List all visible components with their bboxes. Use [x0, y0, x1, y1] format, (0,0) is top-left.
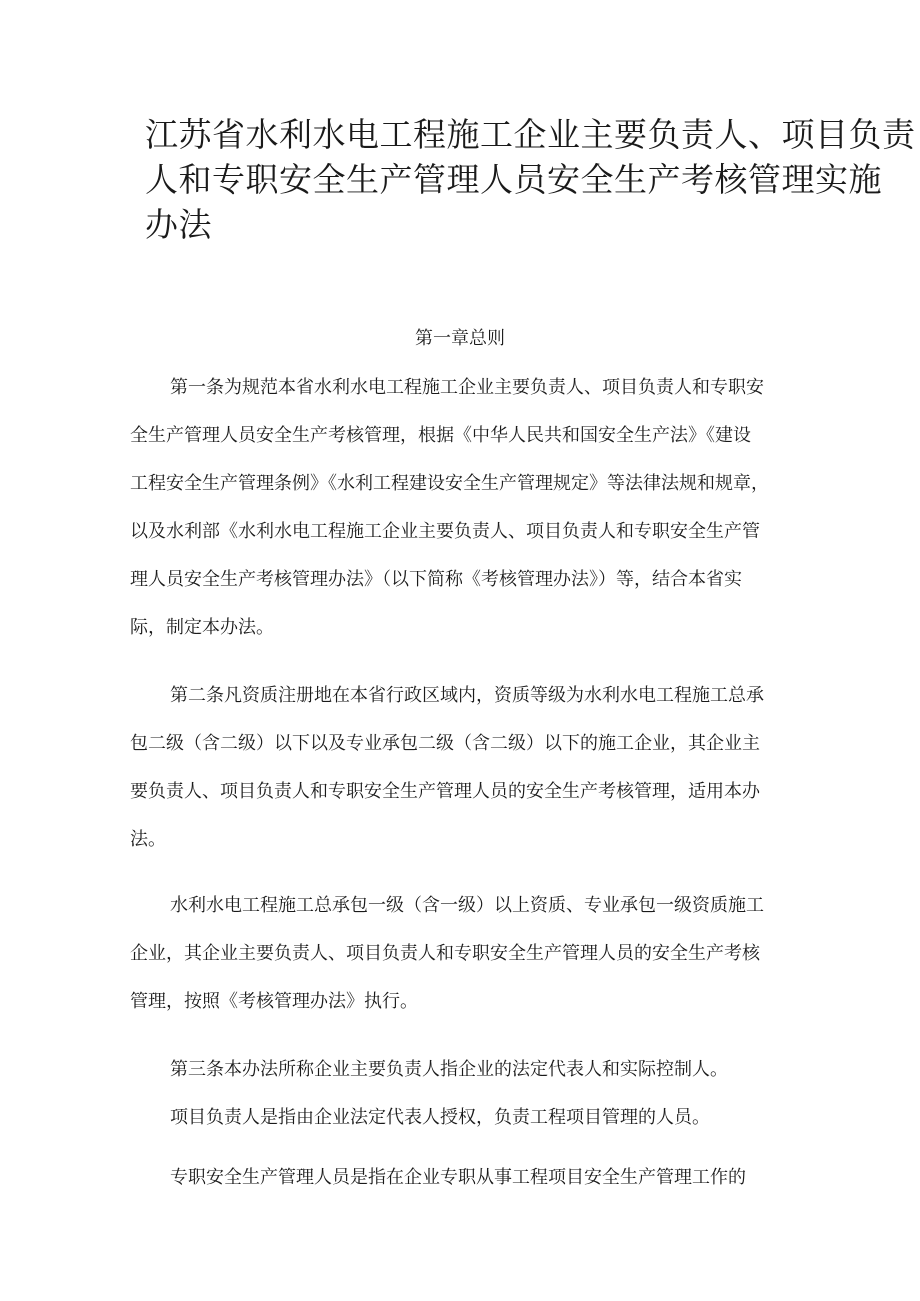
- text-line: 际，制定本办法。: [130, 617, 274, 638]
- article-3-paragraph: [130, 1046, 790, 1094]
- text-line: 第三条本办法所称企业主要负责人指企业的法定代表人和实际控制人。: [170, 1059, 728, 1080]
- article-2-supplement-paragraph: [130, 882, 790, 1026]
- text-line: 第二条凡资质注册地在本省行政区域内，资质等级为水利水电工程施工总承: [170, 685, 764, 706]
- title-line: 江苏省水利水电工程施工企业主要负责人、项目负责: [145, 115, 916, 154]
- text-line: 企业，其企业主要负责人、项目负责人和专职安全生产管理人员的安全生产考核: [130, 943, 760, 964]
- text-line: 管理，按照《考核管理办法》执行。: [130, 991, 418, 1012]
- text-line: 全生产管理人员安全生产考核管理，根据《中华人民共和国安全生产法》《建设: [130, 425, 751, 446]
- text-line: 包二级（含二级）以下以及专业承包二级（含二级）以下的施工企业，其企业主: [130, 733, 760, 754]
- text-line: 项目负责人是指由企业法定代表人授权，负责工程项目管理的人员。: [170, 1107, 710, 1128]
- project-leader-definition: [130, 1094, 790, 1142]
- chapter-heading: 第一章总则: [415, 328, 505, 349]
- text-line: 理人员安全生产考核管理办法》（以下简称《考核管理办法》）等，结合本省实: [130, 569, 742, 590]
- text-line: 以及水利部《水利水电工程施工企业主要负责人、项目负责人和专职安全生产管: [130, 521, 760, 542]
- title-line: 办法: [145, 205, 212, 244]
- text-line: 要负责人、项目负责人和专职安全生产管理人员的安全生产考核管理，适用本办: [130, 781, 760, 802]
- safety-manager-definition: [130, 1154, 790, 1202]
- text-line: 专职安全生产管理人员是指在企业专职从事工程项目安全生产管理工作的: [170, 1167, 746, 1188]
- text-line: 工程安全生产管理条例》《水利工程建设安全生产管理规定》等法律法规和规章，: [130, 473, 769, 494]
- document-title: [145, 112, 916, 247]
- article-2-paragraph: [130, 672, 790, 864]
- title-line: 人和专职安全生产管理人员安全生产考核管理实施: [145, 160, 882, 199]
- article-1-paragraph: [130, 364, 790, 652]
- text-line: 第一条为规范本省水利水电工程施工企业主要负责人、项目负责人和专职安: [170, 377, 764, 398]
- text-line: 水利水电工程施工总承包一级（含一级）以上资质、专业承包一级资质施工: [170, 895, 764, 916]
- text-line: 法。: [130, 829, 166, 850]
